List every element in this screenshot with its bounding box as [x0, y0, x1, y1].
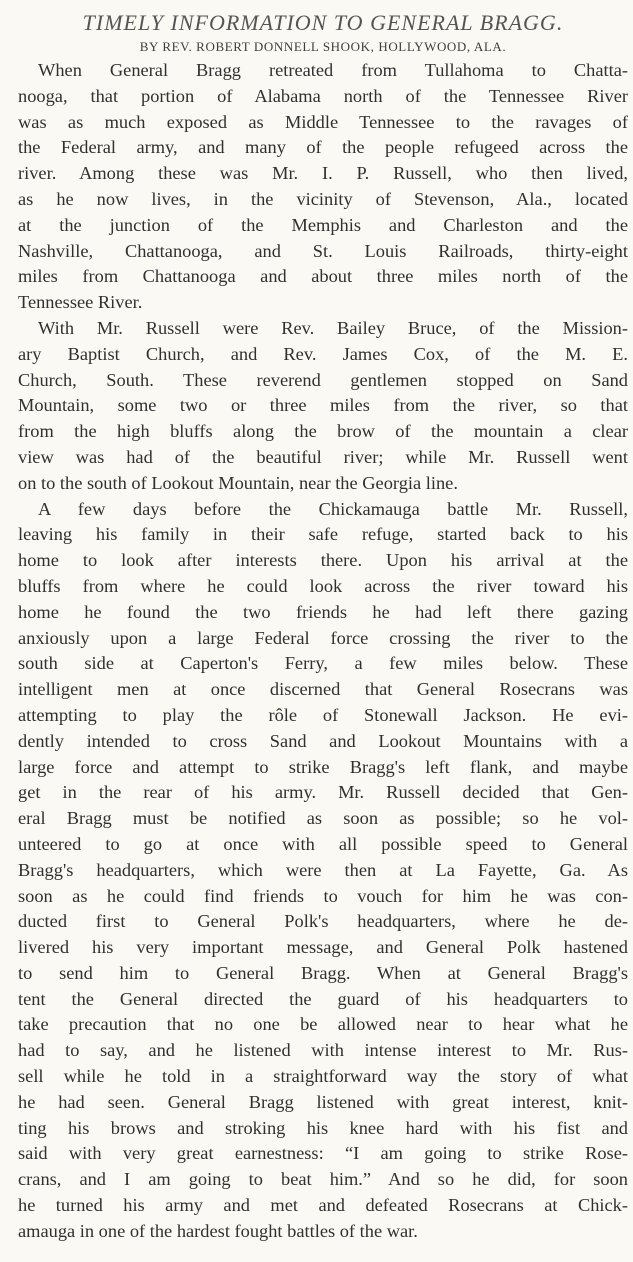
text-line: ducted first to General Polk's headquarters, where he de- [18, 911, 628, 932]
text-line: had to say, and he listened with intense interest to Mr. Rus- [18, 1040, 628, 1061]
text-line: he had seen. General Bragg listened with great interest, knit- [18, 1091, 628, 1112]
text-line: get in the rear of his army. Mr. Russell decided that Gen- [18, 782, 628, 803]
text-line: as he now lives, in the vicinity of Stevenson, Ala., located [18, 188, 628, 209]
text-line: miles from Chattanooga and about three miles north of the [18, 266, 628, 287]
text-line: view was had of the beautiful river; while Mr. Russell went [18, 446, 628, 467]
text-line: When General Bragg retreated from Tullahoma to Chatta- [38, 60, 628, 80]
text-line: said with very great earnestness: “I am going to strike Rose- [18, 1143, 628, 1164]
text-line: take precaution that no one be allowed near to hear what he [18, 1014, 628, 1035]
text-line: attempting to play the rôle of Stonewall Jackson. He evi- [18, 704, 628, 725]
text-line: was as much exposed as Middle Tennessee to the ravages of [18, 111, 628, 132]
text-line: large force and attempt to strike Bragg's left flank, and maybe [18, 756, 628, 777]
text-line: home he found the two friends he had left there gazing [18, 601, 628, 622]
text-line: south side at Caperton's Ferry, a few miles below. These [18, 653, 628, 674]
text-line: he turned his army and met and defeated Rosecrans at Chick- [18, 1195, 628, 1216]
article-body [18, 58, 628, 1245]
text-line: ting his brows and stroking his knee hard with his fist and [18, 1117, 628, 1138]
text-line: nooga, that portion of Alabama north of the Tennessee River [18, 85, 628, 106]
text-line: sell while he told in a straightforward way the story of what [18, 1066, 628, 1087]
text-line: on to the south of Lookout Mountain, near the Georgia line. [18, 472, 458, 493]
article-title: TIMELY INFORMATION TO GENERAL BRAGG. [82, 10, 564, 35]
text-line: tent the General directed the guard of his headquarters to [18, 988, 628, 1009]
text-line: Church, South. These reverend gentlemen stopped on Sand [18, 369, 628, 390]
text-line: eral Bragg must be notified as soon as possible; so he vol- [18, 808, 628, 829]
paragraph [18, 58, 628, 316]
text-line: crans, and I am going to beat him.” And so he did, for soon [18, 1169, 628, 1190]
text-line: to send him to General Bragg. When at General Bragg's [18, 962, 628, 983]
text-line: With Mr. Russell were Rev. Bailey Bruce, of the Mission- [38, 317, 628, 338]
text-line: from the high bluffs along the brow of the mountain a clear [18, 421, 628, 442]
paragraph [18, 316, 628, 497]
text-line: home to look after interests there. Upon his arrival at the [18, 550, 628, 571]
text-line: unteered to go at once with all possible speed to General [18, 833, 628, 854]
text-line: A few days before the Chickamauga battle Mr. Russell, [38, 498, 628, 519]
text-line: amauga in one of the hardest fought battles of the war. [18, 1220, 418, 1241]
text-line: the Federal army, and many of the people refugeed across the [18, 137, 628, 158]
text-line: Nashville, Chattanooga, and St. Louis Railroads, thirty-eight [18, 240, 628, 261]
article-byline: BY REV. ROBERT DONNELL SHOOK, HOLLYWOOD, ALA. [139, 39, 507, 54]
text-line: Tennessee River. [18, 292, 143, 313]
text-line: intelligent men at once discerned that General Rosecrans was [18, 679, 628, 700]
text-line: leaving his family in their safe refuge, started back to his [18, 524, 628, 545]
text-line: river. Among these was Mr. I. P. Russell, who then lived, [18, 163, 628, 184]
text-line: at the junction of the Memphis and Charleston and the [18, 214, 628, 235]
text-line: anxiously upon a large Federal force crossing the river to the [18, 627, 628, 648]
text-line: ary Baptist Church, and Rev. James Cox, of the M. E. [18, 343, 628, 364]
paragraph [18, 497, 628, 1245]
text-line: Mountain, some two or three miles from the river, so that [18, 395, 628, 416]
text-line: bluffs from where he could look across the river toward his [18, 575, 628, 596]
text-line: dently intended to cross Sand and Lookout Mountains with a [18, 730, 628, 751]
text-line: Bragg's headquarters, which were then at La Fayette, Ga. As [18, 859, 628, 880]
text-line: soon as he could find friends to vouch for him he was con- [18, 885, 628, 906]
text-line: livered his very important message, and General Polk hastened [18, 937, 628, 958]
